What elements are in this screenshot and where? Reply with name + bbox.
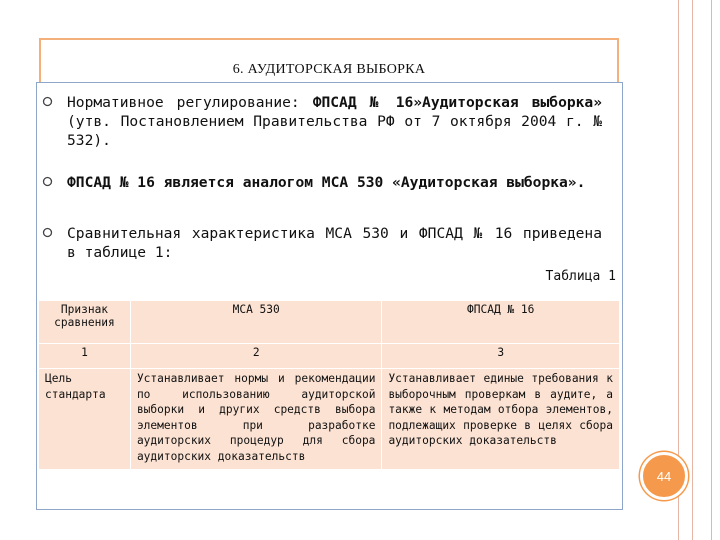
bullet-1-bold: ФПСАД № 16»Аудиторская выборка»: [312, 94, 603, 111]
bullet-1-plain-end: (утв. Постановлением Правительства РФ от 7 октября 2004 г. № 532).: [67, 113, 602, 149]
table-header-cell: Признак сравнения: [39, 301, 131, 344]
comparison-table: [38, 300, 620, 470]
bullet-item-3: [42, 224, 602, 264]
table-cell: Устанавливает единые требования к выборочным проверкам в аудите, а также к методам отбора элементов, подлежащих проверке в целях сбора аудиторских доказательств: [382, 369, 620, 470]
table-number-cell: 2: [130, 344, 382, 369]
table-header-row: [39, 301, 620, 344]
slide-title: 6. АУДИТОРСКАЯ ВЫБОРКА: [232, 62, 426, 77]
table-row: [39, 369, 620, 470]
bullet-text-3: Сравнительная характеристика МСА 530 и ФПСАД № 16 приведена в таблице 1:: [67, 225, 602, 261]
table-header-cell: МСА 530: [130, 301, 382, 344]
table-caption: Таблица 1: [545, 269, 616, 284]
rail-line-middle: [692, 0, 693, 540]
bullet-item-2: [42, 173, 602, 213]
page-number-badge: 44: [640, 452, 688, 500]
title-frame: [39, 38, 619, 82]
bullet-icon: [42, 96, 53, 107]
bullet-1-plain-start: Нормативное регулирование:: [67, 94, 313, 111]
bullet-icon: [42, 176, 53, 187]
bullet-text-1: [67, 93, 602, 150]
rail-line-right: [711, 0, 712, 540]
right-rail-decoration: [678, 0, 712, 540]
bullet-icon: [42, 227, 53, 238]
table-number-row: [39, 344, 620, 369]
table-cell: Устанавливает нормы и рекомендации по использованию аудиторской выборки и других средств выбора элементов при разработке аудиторских процедур для сбора аудиторских доказательств: [130, 369, 382, 470]
table-number-cell: 1: [39, 344, 131, 369]
table-cell: Цель стандарта: [39, 369, 131, 470]
table-number-cell: 3: [382, 344, 620, 369]
table-header-cell: ФПСАД № 16: [382, 301, 620, 344]
bullet-text-2: ФПСАД № 16 является аналогом МСА 530 «Аудиторская выборка».: [67, 174, 586, 191]
bullet-item-1: [42, 93, 602, 163]
